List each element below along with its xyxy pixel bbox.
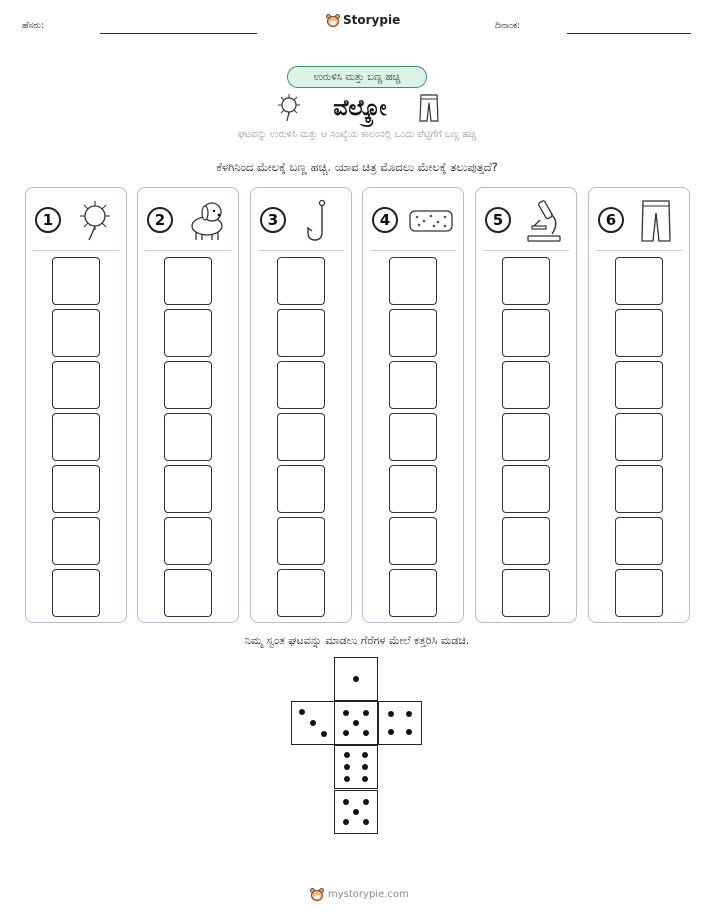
color-box[interactable] xyxy=(502,413,550,461)
color-box[interactable] xyxy=(502,309,550,357)
date-line[interactable] xyxy=(567,33,691,34)
color-box[interactable] xyxy=(502,361,550,409)
color-box[interactable] xyxy=(164,413,212,461)
column-3 xyxy=(250,187,352,623)
question-text: ಕೆಳಗಿನಿಂದ ಮೇಲಕ್ಕೆ ಬಣ್ಣ ಹಚ್ಚಿ. ಯಾವ ಚಿತ್ರ ಮೊದಲು ಮೇಲಕ್ಕೆ ತಲುಪುತ್ತದೆ? xyxy=(216,160,498,174)
brand-logo xyxy=(326,13,400,27)
color-box[interactable] xyxy=(615,257,663,305)
color-box[interactable] xyxy=(277,569,325,617)
dog-icon xyxy=(182,198,228,244)
color-box[interactable] xyxy=(164,361,212,409)
color-box[interactable] xyxy=(389,517,437,565)
column-number: 3 xyxy=(260,207,286,233)
die-pip xyxy=(343,710,349,716)
color-box[interactable] xyxy=(52,517,100,565)
die-pip xyxy=(343,819,349,825)
die-face xyxy=(334,745,378,789)
column-6 xyxy=(588,187,690,623)
column-2 xyxy=(137,187,239,623)
color-box[interactable] xyxy=(502,257,550,305)
color-box[interactable] xyxy=(615,569,663,617)
die-pip xyxy=(406,711,412,717)
hook-icon xyxy=(295,198,341,244)
die-pip xyxy=(353,720,359,726)
color-box[interactable] xyxy=(52,569,100,617)
color-box[interactable] xyxy=(389,257,437,305)
die-pip xyxy=(343,730,349,736)
color-box[interactable] xyxy=(615,361,663,409)
burr-icon xyxy=(70,198,116,244)
color-box[interactable] xyxy=(615,465,663,513)
microscope-icon xyxy=(520,198,566,244)
die-face xyxy=(291,701,335,745)
color-box[interactable] xyxy=(277,465,325,513)
die-pip xyxy=(321,731,327,737)
die-pip xyxy=(344,776,350,782)
brand-name: Storypie xyxy=(343,13,401,27)
color-box[interactable] xyxy=(389,465,437,513)
footer-url[interactable]: mystorypie.com xyxy=(328,889,409,900)
die-face xyxy=(334,657,378,701)
color-box[interactable] xyxy=(52,465,100,513)
die-pip xyxy=(363,730,369,736)
column-5 xyxy=(475,187,577,623)
color-box[interactable] xyxy=(164,309,212,357)
column-number: 6 xyxy=(598,207,624,233)
color-box[interactable] xyxy=(164,465,212,513)
color-box[interactable] xyxy=(164,257,212,305)
column-number: 5 xyxy=(485,207,511,233)
die-pip xyxy=(388,729,394,735)
column-header xyxy=(26,198,126,244)
die-face xyxy=(334,790,378,834)
column-number: 1 xyxy=(35,207,61,233)
color-box[interactable] xyxy=(52,257,100,305)
color-box[interactable] xyxy=(52,361,100,409)
die-pip xyxy=(353,676,359,682)
color-box[interactable] xyxy=(389,309,437,357)
column-header xyxy=(138,198,238,244)
color-box[interactable] xyxy=(502,569,550,617)
activity-type-pill: ಉರುಳಿಸಿ ಮತ್ತು ಬಣ್ಣ ಹಚ್ಚಿ xyxy=(287,66,427,88)
die-pip xyxy=(343,799,349,805)
die-pip xyxy=(299,709,305,715)
die-pip xyxy=(353,809,359,815)
die-pip xyxy=(344,764,350,770)
color-box[interactable] xyxy=(502,465,550,513)
date-label: ದಿನಾಂಕ: xyxy=(495,21,521,31)
color-box[interactable] xyxy=(615,517,663,565)
color-box[interactable] xyxy=(52,413,100,461)
sponge-icon xyxy=(407,198,453,244)
die-pip xyxy=(362,776,368,782)
die-pip xyxy=(406,729,412,735)
color-box[interactable] xyxy=(615,309,663,357)
die-pip xyxy=(388,711,394,717)
color-box[interactable] xyxy=(277,517,325,565)
column-header xyxy=(476,198,576,244)
instructions-subtitle: ಘಟವನ್ನು ಉರುಳಿಸಿ ಮತ್ತು ಆ ಸಂಖ್ಯೆಯ ಕಾಲಂನಲ್ಲಿ ಒಂದು ಪೆಟ್ಟಿಗೆಗೆ ಬಣ್ಣ ಹಚ್ಚಿ xyxy=(237,129,477,140)
pants-icon xyxy=(418,93,440,123)
name-line[interactable] xyxy=(100,33,257,34)
die-face xyxy=(378,701,422,745)
color-box[interactable] xyxy=(502,517,550,565)
color-box[interactable] xyxy=(277,361,325,409)
color-box[interactable] xyxy=(277,257,325,305)
pants-icon xyxy=(633,198,679,244)
die-face xyxy=(334,701,378,745)
title-row xyxy=(276,92,440,124)
color-box[interactable] xyxy=(277,309,325,357)
die-pip xyxy=(362,752,368,758)
page-title: ವೆಲ್ಕ್ರೋ xyxy=(333,95,387,121)
color-box[interactable] xyxy=(389,569,437,617)
burr-icon xyxy=(276,93,302,123)
color-box[interactable] xyxy=(389,413,437,461)
column-number: 4 xyxy=(372,207,398,233)
column-number: 2 xyxy=(147,207,173,233)
column-header xyxy=(251,198,351,244)
color-box[interactable] xyxy=(52,309,100,357)
column-header xyxy=(589,198,689,244)
die-pip xyxy=(363,819,369,825)
die-pip xyxy=(363,799,369,805)
bear-logo-icon xyxy=(310,888,324,901)
dice-instruction: ನಿಮ್ಮ ಸ್ವಂತ ಘಟವನ್ನು ಮಾಡಲು ಗೆರೆಗಳ ಮೇಲೆ ಕತ್ತರಿಸಿ ಮಡಚಿ. xyxy=(244,634,470,647)
footer xyxy=(310,888,409,901)
color-box[interactable] xyxy=(164,517,212,565)
color-box[interactable] xyxy=(277,413,325,461)
die-pip xyxy=(310,720,316,726)
die-pip xyxy=(363,710,369,716)
bear-logo-icon xyxy=(326,14,340,27)
color-box[interactable] xyxy=(615,413,663,461)
column-4 xyxy=(362,187,464,623)
die-pip xyxy=(344,752,350,758)
column-header xyxy=(363,198,463,244)
name-label: ಹೆಸರು: xyxy=(22,21,45,31)
die-pip xyxy=(362,764,368,770)
column-1 xyxy=(25,187,127,623)
color-box[interactable] xyxy=(389,361,437,409)
color-box[interactable] xyxy=(164,569,212,617)
